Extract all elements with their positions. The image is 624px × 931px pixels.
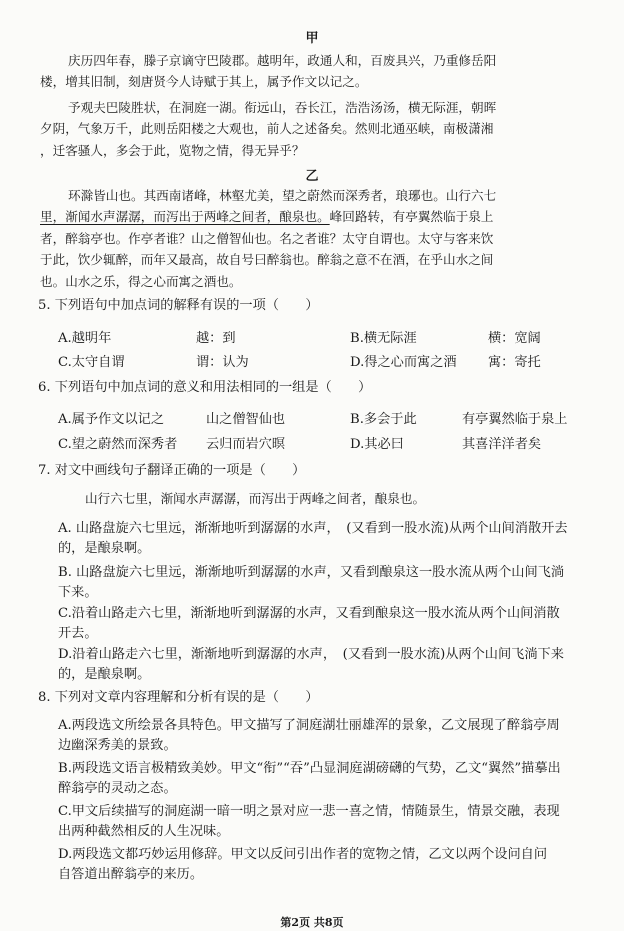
passage-a-p2-line-2: 夕阴，气象万千，此则岳阳楼之大观也，前人之述备矣。然则北通巫峡，南极潇湘 [40,121,494,137]
q6-option-b: B.多会于此 [350,412,417,427]
q7-option-b-line-1: B. 山路盘旋六七里远，渐渐地听到潺潺的水声，又看到酿泉这一股水流从两个山间飞淌 [58,565,565,580]
q7-stem: 7. 对文中画线句子翻译正确的一项是（ ） [38,463,306,478]
q7-option-d [58,645,608,685]
q5-option-a-gloss: 越：到 [196,331,236,346]
passage-a-title: 甲 [305,31,319,46]
q7-option-b [58,563,608,603]
q8-option-c-line-2: 出两种截然相反的人生况味。 [58,824,230,839]
q7-option-a-line-1: A. 山路盘旋六七里远，渐渐地听到潺潺的水声， (又看到一股水流)从两个山间消散开去 [58,521,568,536]
q6-option-c: C.望之蔚然而深秀者 [58,437,178,452]
underlined-sentence: 里，渐闻水声潺潺，而泻出于两峰之间者，酿泉也。 [40,209,330,225]
q8-stem: 8. 下列对文章内容理解和分析有误的是（ ） [38,690,319,705]
q5-option-a: A.越明年 [58,331,112,346]
q6-option-d: D.其必曰 [350,437,404,452]
q5-option-b-gloss: 横：宽阔 [488,331,541,346]
q7-option-d-line-2: 的，是酿泉啊。 [58,667,151,682]
passage-b-paragraph [40,185,600,292]
q7-option-d-line-1: D.沿着山路走六七里，渐渐地听到潺潺的水声， (又看到一股水流)从两个山间飞淌下来 [58,647,564,662]
q5-option-row-1 [58,327,541,346]
q7-option-a [58,519,608,559]
q6-option-c-compare: 云归而岩穴暝 [206,437,286,452]
passage-a-p1-line-1: 庆历四年春，滕子京谪守巴陵郡。越明年，政通人和，百废具兴，乃重修岳阳 [68,53,497,68]
q5-option-c: C.太守自谓 [58,355,125,370]
passage-a-paragraph-2 [40,97,600,161]
q7-option-c-line-2: 开去。 [58,626,98,641]
q8-option-a [58,716,608,756]
q6-option-row-1 [58,408,568,427]
q6-option-d-compare: 其喜洋洋者矣 [462,437,542,452]
q6-option-a: A.属予作文以记之 [58,412,165,427]
q5-option-b: B.横无际涯 [350,331,417,346]
q8-option-c [58,802,608,842]
passage-b-line-4: 于此，饮少辄醉，而年又最高，故自号曰醉翁也。醉翁之意不在酒，在乎山水之间 [40,252,494,268]
passage-b-line-2-rest: 峰回路转，有亭翼然临于泉上 [329,209,494,225]
q7-quote: 山行六七里，渐闻水声潺潺，而泻出于两峰之间者，酿泉也。 [85,491,426,506]
passage-a-paragraph-1 [40,50,600,93]
q7-option-b-line-2: 下来。 [58,585,98,600]
q5-option-d-gloss: 寓：寄托 [488,355,541,370]
q8-option-a-line-1: A.两段选文所绘景各具特色。甲文描写了洞庭湖壮丽雄浑的景象，乙文展现了醉翁亭周 [58,718,560,733]
passage-b-title: 乙 [305,169,319,184]
passage-a-p1-line-2: 楼，增其旧制，刻唐贤今人诗赋于其上，属予作文以记之。 [40,74,368,90]
q7-option-a-line-2: 的，是酿泉啊。 [58,541,151,556]
q5-stem: 5. 下列语句中加点词的解释有误的一项（ ） [38,298,319,313]
q8-option-b-line-1: B.两段选文语言极精致美妙。甲文“衔”“吞”凸显洞庭湖磅礴的气势，乙文“翼然”描摹出 [58,761,561,776]
q7-option-c [58,604,608,644]
passage-b-line-5: 也。山水之乐，得之心而寓之酒也。 [40,273,242,289]
passage-a-p2-line-3: ，迁客骚人，多会于此，览物之情，得无异乎？ [40,142,305,158]
q5-option-row-2 [58,351,541,370]
q6-option-b-compare: 有亭翼然临于泉上 [462,412,568,427]
passage-b-line-2 [40,206,600,227]
passage-b-line-1: 环滁皆山也。其西南诸峰，林壑尤美，望之蔚然而深秀者，琅琊也。山行六七 [68,188,497,203]
q8-option-b-line-2: 醉翁亭的灵动之态。 [58,781,177,796]
q8-option-d [58,845,608,885]
q7-option-c-line-1: C.沿着山路走六七里，渐渐地听到潺潺的水声，又看到酿泉这一股水流从两个山间消散 [58,606,560,621]
q6-option-row-2 [58,433,541,452]
q8-option-a-line-2: 边幽深秀美的景致。 [58,738,177,753]
q8-option-d-line-2: 自答道出醉翁亭的来历。 [58,867,204,882]
q8-option-b [58,759,608,799]
passage-b-line-3: 者，醉翁亭也。作亭者谁？山之僧智仙也。名之者谁？太守自谓也。太守与客来饮 [40,230,494,246]
q8-option-d-line-1: D.两段选文都巧妙运用修辞。甲文以反问引出作者的宽物之情，乙文以两个设问自问 [58,847,548,862]
passage-a-p2-line-1: 予观夫巴陵胜状，在洞庭一湖。衔远山，吞长江，浩浩汤汤，横无际涯，朝晖 [68,100,497,115]
page-footer: 第2页 共8页 [280,916,344,929]
q6-stem: 6. 下列语句中加点词的意义和用法相同的一组是（ ） [38,380,372,395]
q5-option-d: D.得之心而寓之酒 [350,355,457,370]
q6-option-a-compare: 山之僧智仙也 [206,412,286,427]
q5-option-c-gloss: 谓：认为 [196,355,249,370]
q8-option-c-line-1: C.甲文后续描写的洞庭湖一暗一明之景对应一悲一喜之情，情随景生，情景交融，表现 [58,804,560,819]
